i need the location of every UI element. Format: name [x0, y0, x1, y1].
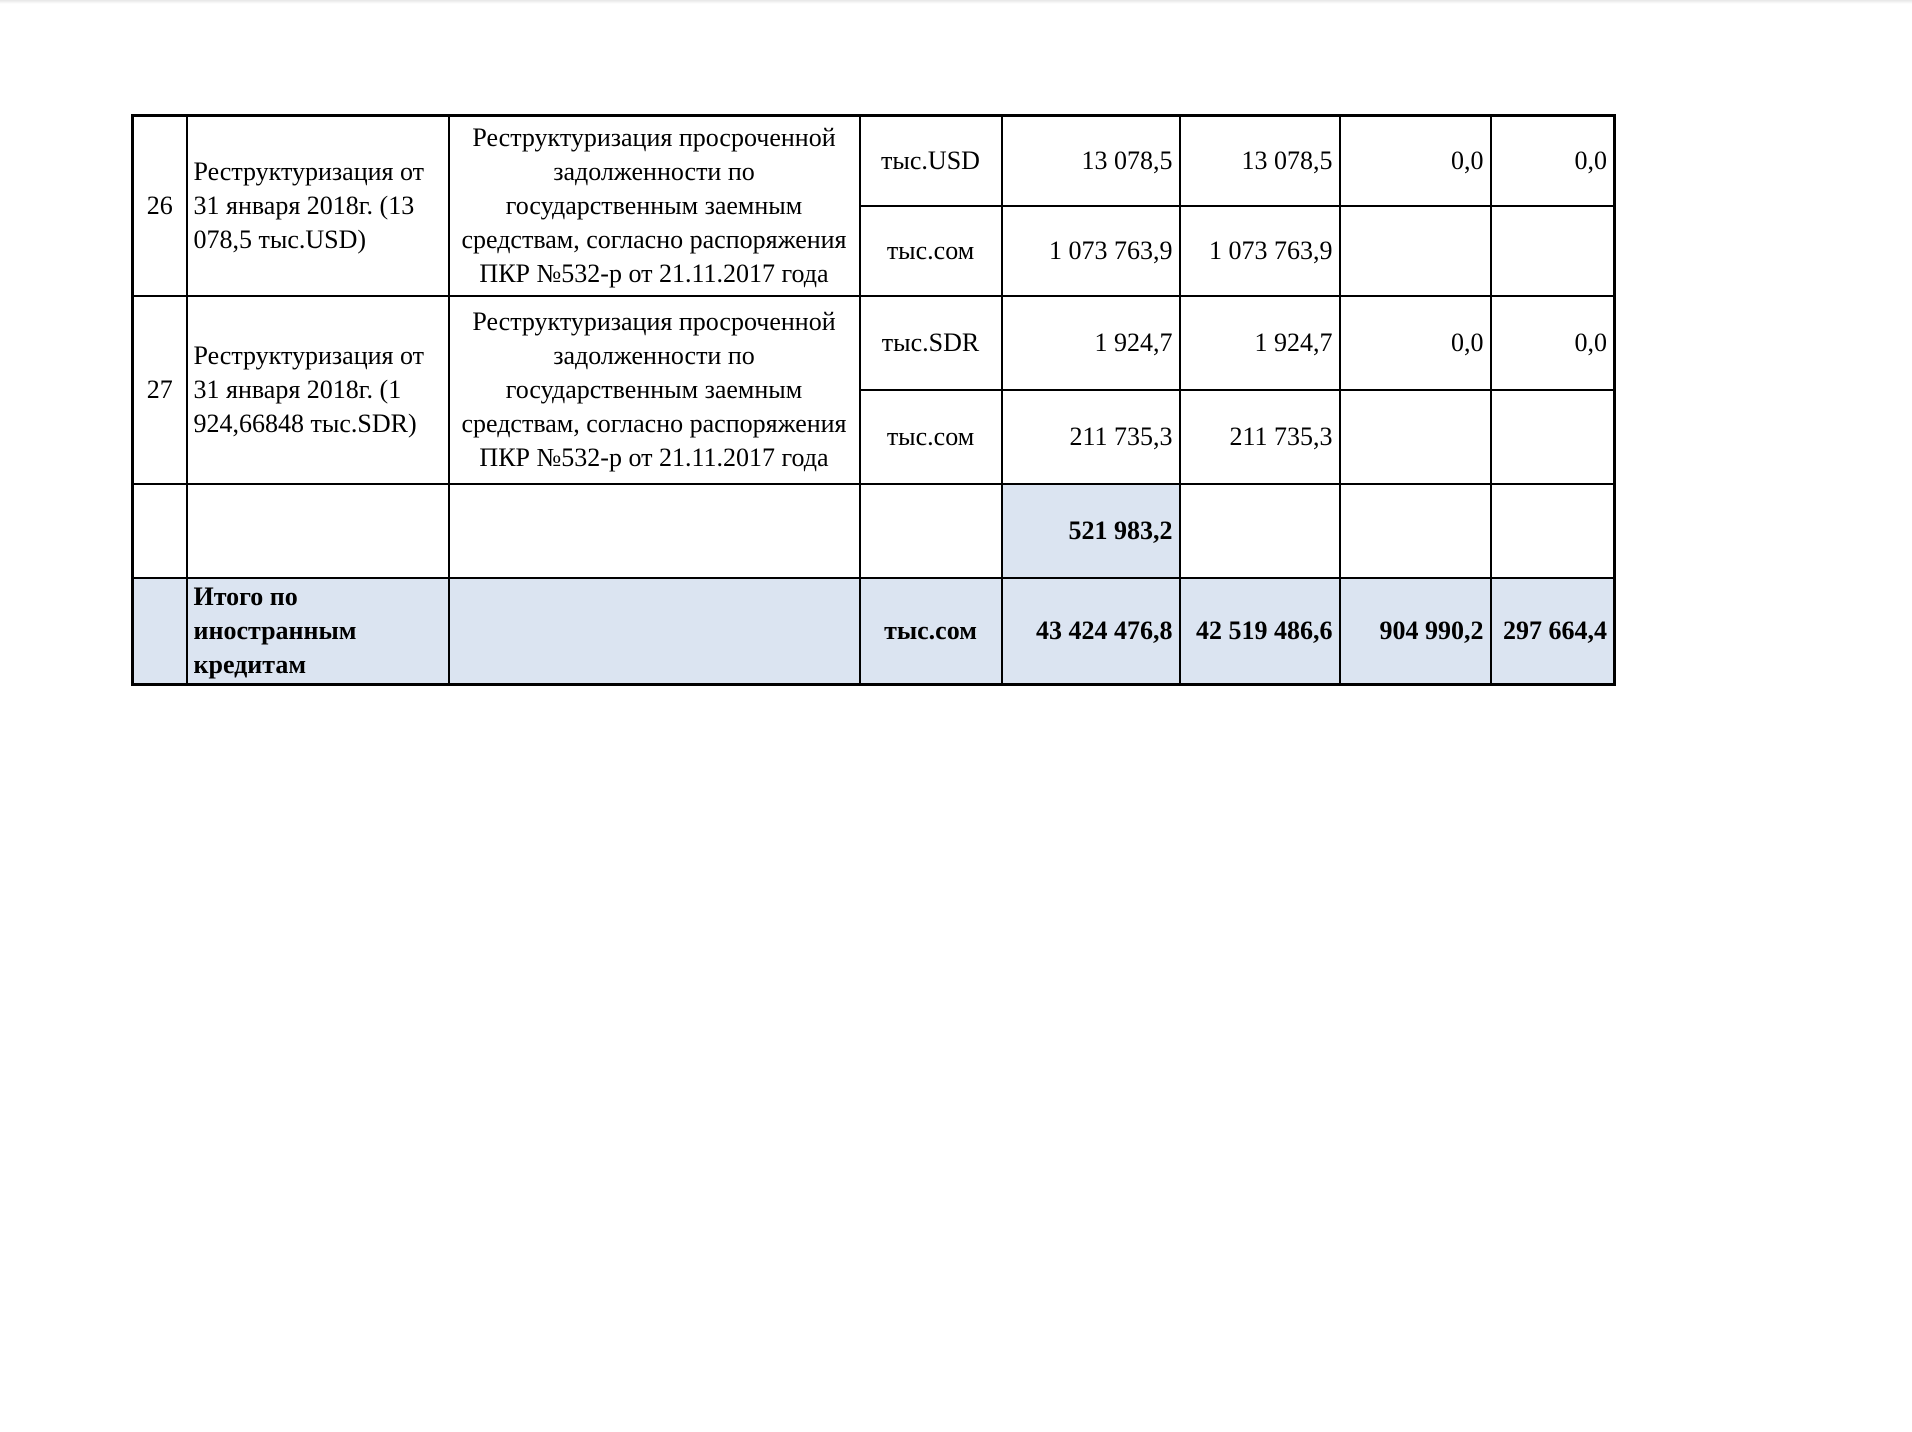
value-cell: 13 078,5: [1002, 116, 1180, 207]
value-cell: 0,0: [1491, 116, 1615, 207]
total-unit: тыс.сом: [860, 578, 1002, 685]
total-label: Итого по иностранным кредитам: [187, 578, 449, 685]
value-cell: 211 735,3: [1002, 390, 1180, 484]
table-row: [133, 116, 1615, 207]
total-value: 43 424 476,8: [1002, 578, 1180, 685]
value-cell: 0,0: [1340, 116, 1491, 207]
page-top-edge: [0, 0, 1912, 4]
value-cell: 13 078,5: [1180, 116, 1340, 207]
total-value: 42 519 486,6: [1180, 578, 1340, 685]
total-row: [133, 578, 1615, 685]
unit-cell: тыс.USD: [860, 116, 1002, 207]
table-row: [133, 296, 1615, 390]
empty-cell: [187, 484, 449, 578]
empty-cell: [449, 578, 860, 685]
value-cell: [1340, 390, 1491, 484]
value-cell: [1491, 390, 1615, 484]
value-cell: 211 735,3: [1180, 390, 1340, 484]
subtotal-value: 521 983,2: [1002, 484, 1180, 578]
empty-cell: [449, 484, 860, 578]
value-cell: 1 073 763,9: [1002, 206, 1180, 296]
value-cell: 0,0: [1491, 296, 1615, 390]
value-cell: 1 924,7: [1002, 296, 1180, 390]
empty-cell: [1180, 484, 1340, 578]
total-value: 904 990,2: [1340, 578, 1491, 685]
total-value: 297 664,4: [1491, 578, 1615, 685]
foreign-credits-table: [131, 114, 1616, 686]
unit-cell: тыс.сом: [860, 206, 1002, 296]
credit-name: Реструктуризация от 31 января 2018г. (1 924,66848 тыс.SDR): [187, 296, 449, 484]
value-cell: 0,0: [1340, 296, 1491, 390]
value-cell: 1 073 763,9: [1180, 206, 1340, 296]
credit-name: Реструктуризация от 31 января 2018г. (13 078,5 тыс.USD): [187, 116, 449, 297]
row-number: 26: [133, 116, 187, 297]
empty-cell: [1491, 484, 1615, 578]
empty-cell: [860, 484, 1002, 578]
unit-cell: тыс.сом: [860, 390, 1002, 484]
credit-description: Реструктуризация просроченной задолженности по государственным заемным средствам, согласно распоряжения ПКР №532-р от 21.11.2017 года: [449, 116, 860, 297]
empty-cell: [133, 484, 187, 578]
value-cell: 1 924,7: [1180, 296, 1340, 390]
value-cell: [1340, 206, 1491, 296]
unit-cell: тыс.SDR: [860, 296, 1002, 390]
subtotal-row: [133, 484, 1615, 578]
value-cell: [1491, 206, 1615, 296]
empty-cell: [1340, 484, 1491, 578]
credit-description: Реструктуризация просроченной задолженности по государственным заемным средствам, согласно распоряжения ПКР №532-р от 21.11.2017 года: [449, 296, 860, 484]
empty-cell: [133, 578, 187, 685]
row-number: 27: [133, 296, 187, 484]
